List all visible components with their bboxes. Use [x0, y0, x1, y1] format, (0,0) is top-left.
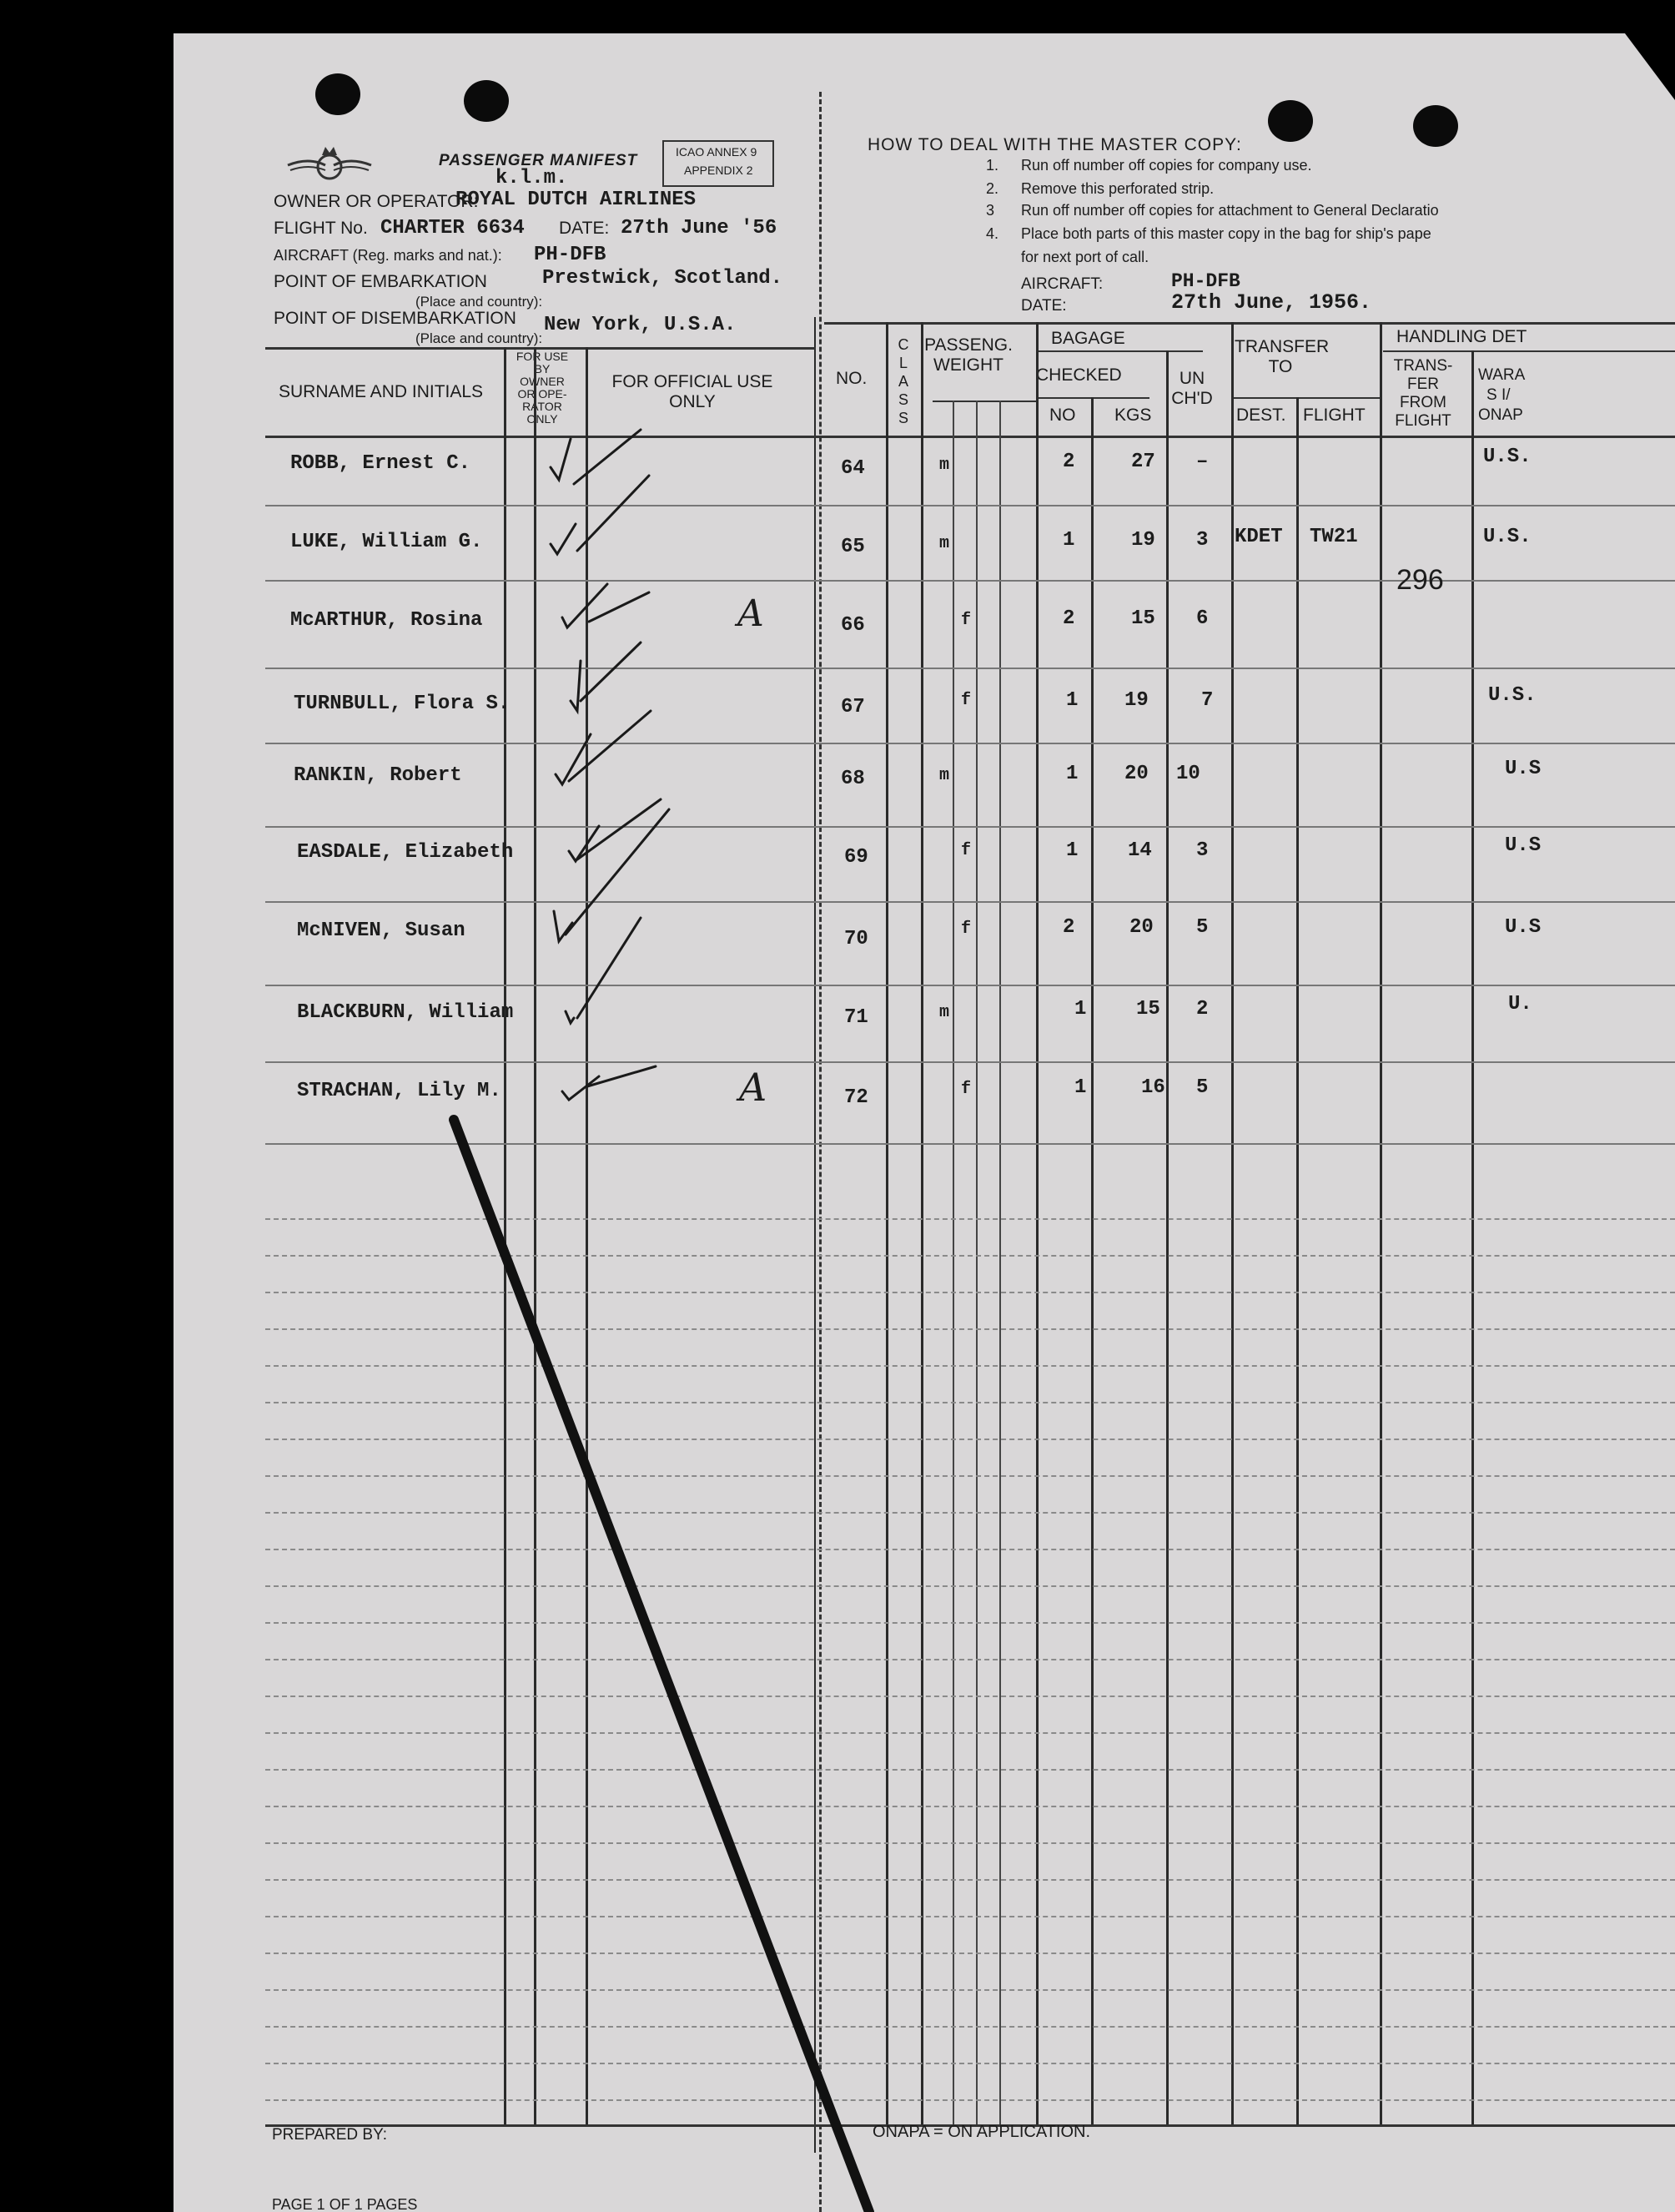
col-class-letter: S	[898, 391, 908, 408]
embark-value: Prestwick, Scotland.	[542, 267, 783, 290]
passenger-no: 65	[841, 536, 865, 558]
col-official-line: ONLY	[669, 392, 716, 411]
official-mark: A	[737, 592, 764, 635]
col-passeng-line: WEIGHT	[933, 355, 1003, 375]
bag-count: 2	[1063, 916, 1075, 939]
col-flight: FLIGHT	[1303, 406, 1366, 425]
icao-line2: APPENDIX 2	[684, 164, 753, 177]
passenger-sex: m	[939, 456, 950, 475]
manifest-page	[174, 33, 1675, 2212]
bag-unchd: 6	[1196, 607, 1209, 630]
passenger-name: LUKE, William G.	[290, 531, 483, 553]
passenger-no: 64	[841, 457, 865, 480]
manifest-title: PASSENGER MANIFEST	[439, 152, 638, 169]
col-passeng-line: PASSENG.	[924, 335, 1013, 355]
instruction-text: for next port of call.	[1021, 249, 1149, 265]
bag-unchd: 5	[1196, 1076, 1209, 1099]
bag-kgs: 15	[1131, 607, 1155, 630]
transfer-dest: KDET	[1235, 526, 1283, 548]
bag-count: 1	[1063, 529, 1075, 552]
instruction-num: 1.	[986, 157, 999, 174]
aircraft-label: AIRCRAFT (Reg. marks and nat.):	[274, 247, 502, 264]
col-for-use-line: FOR USE	[516, 350, 569, 363]
transfer-flight: TW21	[1310, 526, 1358, 548]
warn-code: U.	[1508, 993, 1532, 1015]
col-for-use-line: BY	[534, 362, 551, 375]
passenger-name: RANKIN, Robert	[294, 764, 462, 787]
col-for-use-line: OWNER	[520, 375, 565, 388]
col-transfer-line: TRANSFER	[1235, 337, 1330, 356]
col-class-letter: L	[898, 355, 908, 371]
bag-count: 2	[1063, 451, 1075, 473]
disembark-label: POINT OF DISEMBARKATION	[274, 309, 516, 328]
col-no: NO.	[836, 369, 868, 388]
aircraft-value: PH-DFB	[534, 244, 606, 266]
col-surname: SURNAME AND INITIALS	[279, 382, 484, 401]
col-dest: DEST.	[1236, 406, 1286, 425]
col-bagage: BAGAGE	[1051, 329, 1125, 348]
passenger-sex: m	[939, 534, 950, 553]
passenger-no: 67	[841, 696, 865, 718]
bag-count: 1	[1074, 1076, 1087, 1099]
bag-kgs: 20	[1124, 763, 1149, 785]
col-class-letter: S	[898, 410, 908, 426]
bag-count: 1	[1066, 689, 1079, 712]
col-transfer-line: TO	[1268, 357, 1293, 376]
passenger-sex: f	[961, 920, 972, 939]
passenger-name: EASDALE, Elizabeth	[297, 841, 514, 864]
col-class-letter: C	[898, 336, 909, 353]
instr-date-value: 27th June, 1956.	[1171, 290, 1372, 315]
bag-kgs: 16	[1141, 1076, 1165, 1099]
col-transfer-from-line: FROM	[1400, 394, 1446, 411]
col-for-use-line: ONLY	[526, 412, 558, 426]
instruction-text: Run off number off copies for attachment to General Declaratio	[1021, 202, 1439, 219]
col-warn-line: WARA	[1478, 366, 1526, 384]
bag-kgs: 19	[1131, 529, 1155, 552]
passenger-sex: f	[961, 691, 972, 710]
col-handling: HANDLING DET	[1396, 327, 1527, 346]
col-kgs: KGS	[1114, 406, 1152, 425]
passenger-name: BLACKBURN, William	[297, 1001, 514, 1024]
owner-value: ROYAL DUTCH AIRLINES	[455, 189, 697, 211]
instruction-num: 4.	[986, 225, 999, 242]
warn-code: U.S	[1505, 758, 1542, 780]
passenger-no: 72	[844, 1086, 868, 1109]
instruction-text: Run off number off copies for company use.	[1021, 157, 1312, 174]
page-note: PAGE 1 OF 1 PAGES	[272, 2196, 418, 2212]
col-warn-line: S I/	[1486, 386, 1511, 404]
bag-count: 2	[1063, 607, 1075, 630]
instruction-num: 3	[986, 202, 995, 219]
passenger-name: McARTHUR, Rosina	[290, 609, 483, 632]
airline-abbr: k.l.m.	[495, 167, 568, 189]
bag-unchd: 3	[1196, 529, 1209, 552]
passenger-name: ROBB, Ernest C.	[290, 452, 471, 475]
bag-kgs: 20	[1129, 916, 1154, 939]
passenger-sex: f	[961, 1080, 972, 1099]
instruction-text: Remove this perforated strip.	[1021, 180, 1215, 197]
warn-code: U.S.	[1488, 684, 1537, 707]
warn-code: U.S.	[1483, 446, 1532, 468]
col-transfer-from-line: FLIGHT	[1395, 412, 1451, 430]
passenger-no: 69	[844, 846, 868, 869]
warn-code: U.S	[1505, 834, 1542, 857]
col-for-use-line: RATOR	[522, 400, 562, 413]
bag-unchd: 10	[1176, 763, 1200, 785]
col-warn-line: ONAP	[1478, 406, 1523, 424]
passenger-name: STRACHAN, Lily M.	[297, 1080, 501, 1102]
col-official-line: FOR OFFICIAL USE	[611, 372, 773, 391]
passenger-sex: m	[939, 766, 950, 785]
bag-unchd: –	[1196, 451, 1209, 473]
col-bag-no: NO	[1049, 406, 1076, 425]
official-mark: A	[739, 1065, 767, 1110]
instruction-text: Place both parts of this master copy in the bag for ship's pape	[1021, 225, 1431, 242]
prepared-by: PREPARED BY:	[272, 2126, 387, 2144]
bag-unchd: 5	[1196, 916, 1209, 939]
passenger-no: 71	[844, 1006, 868, 1029]
bag-kgs: 14	[1128, 839, 1152, 862]
transfer-from: 296	[1396, 564, 1444, 596]
place-note-2: (Place and country):	[415, 330, 543, 346]
warn-code: U.S	[1505, 916, 1542, 939]
place-note: (Place and country):	[415, 294, 543, 310]
owner-label: OWNER OR OPERATOR:	[274, 192, 479, 211]
icao-line1: ICAO ANNEX 9	[676, 145, 757, 159]
passenger-name: TURNBULL, Flora S.	[294, 693, 511, 715]
embark-label: POINT OF EMBARKATION	[274, 272, 487, 291]
instr-date-label: DATE:	[1021, 297, 1067, 315]
col-class-letter: A	[898, 373, 908, 390]
onapa-note: ONAPA = ON APPLICATION.	[873, 2123, 1091, 2141]
bag-unchd: 2	[1196, 998, 1209, 1020]
warn-code: U.S.	[1483, 526, 1532, 548]
bag-kgs: 19	[1124, 689, 1149, 712]
disembark-value: New York, U.S.A.	[544, 314, 737, 336]
col-transfer-from-line: TRANS-	[1393, 357, 1453, 375]
instr-aircraft-label: AIRCRAFT:	[1021, 275, 1104, 293]
col-unchd-line: UN	[1179, 369, 1205, 388]
flight-value: CHARTER 6634	[380, 217, 525, 239]
flight-label: FLIGHT No.	[274, 219, 368, 238]
passenger-sex: f	[961, 841, 972, 860]
col-checked: CHECKED	[1036, 365, 1122, 385]
passenger-sex: m	[939, 1003, 950, 1022]
col-transfer-from-line: FER	[1407, 375, 1439, 393]
cancellation-stroke	[174, 33, 1675, 2212]
col-unchd-line: CH'D	[1171, 389, 1213, 408]
passenger-sex: f	[961, 611, 972, 630]
bag-kgs: 27	[1131, 451, 1155, 473]
col-for-use-line: OR OPE-	[517, 387, 567, 401]
instructions-heading: HOW TO DEAL WITH THE MASTER COPY:	[868, 135, 1242, 154]
passenger-no: 70	[844, 928, 868, 950]
instruction-num: 2.	[986, 180, 999, 197]
bag-count: 1	[1066, 763, 1079, 785]
bag-unchd: 7	[1201, 689, 1214, 712]
bag-kgs: 15	[1136, 998, 1160, 1020]
bag-count: 1	[1066, 839, 1079, 862]
passenger-no: 68	[841, 768, 865, 790]
date-label: DATE:	[559, 219, 610, 238]
passenger-no: 66	[841, 614, 865, 637]
instr-aircraft-value: PH-DFB	[1171, 270, 1240, 292]
bag-count: 1	[1074, 998, 1087, 1020]
bag-unchd: 3	[1196, 839, 1209, 862]
passenger-name: McNIVEN, Susan	[297, 920, 465, 942]
date-value: 27th June '56	[621, 217, 777, 239]
